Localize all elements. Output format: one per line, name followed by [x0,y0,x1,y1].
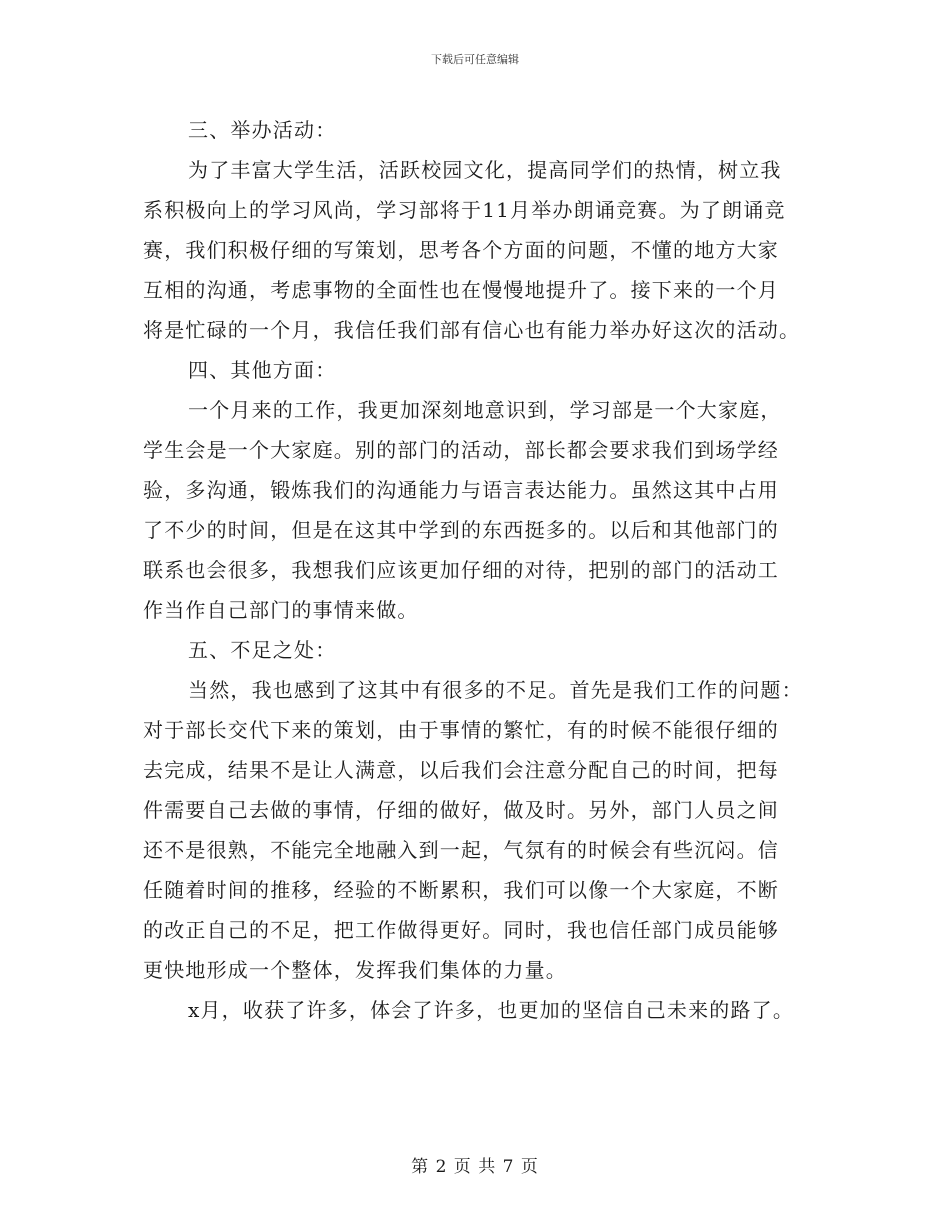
paragraph-start-line: 五、不足之处： [188,638,337,662]
paragraph-line: 还不是很熟，不能完全地融入到一起，气氛有的时候会有些沉闷。信 [143,838,779,862]
paragraph-line: 将是忙碌的一个月，我信任我们部有信心也有能力举办好这次的活动。 [143,318,801,342]
paragraph-line: 作当作自己部门的事情来做。 [143,598,419,622]
document-body [143,110,813,1030]
paragraph-start-line: 当然，我也感到了这其中有很多的不足。首先是我们工作的问题： [188,678,803,702]
paragraph-line: 学生会是一个大家庭。别的部门的活动，部长都会要求我们到场学经 [143,438,779,462]
paragraph-start-line: 三、举办活动： [188,118,337,142]
paragraph-line: 系积极向上的学习风尚，学习部将于11月举办朗诵竞赛。为了朗诵竞 [143,198,786,222]
paragraph-line: 任随着时间的推移，经验的不断累积，我们可以像一个大家庭，不断 [143,878,779,902]
page-number-footer: 第 2 页 共 7 页 [411,1157,539,1177]
paragraph-line: 的改正自己的不足，把工作做得更好。同时，我也信任部门成员能够 [143,918,779,942]
paragraph-line: 验，多沟通，锻炼我们的沟通能力与语言表达能力。虽然这其中占用 [143,478,779,502]
paragraph-line: 件需要自己去做的事情，仔细的做好，做及时。另外，部门人员之间 [143,798,779,822]
paragraph-line: 了不少的时间，但是在这其中学到的东西挺多的。以后和其他部门的 [143,518,779,542]
paragraph-line: 更快地形成一个整体，发挥我们集体的力量。 [143,958,567,982]
paragraph-line: 去完成，结果不是让人满意，以后我们会注意分配自己的时间，把每 [143,758,779,782]
page-header: 下载后可任意编辑 [431,53,519,66]
paragraph-start-line: 一个月来的工作，我更加深刻地意识到，学习部是一个大家庭， [188,398,782,422]
paragraph-start-line: x月，收获了许多，体会了许多，也更加的坚信自己未来的路了。 [188,998,795,1022]
paragraph-start-line: 四、其他方面： [188,358,337,382]
paragraph-line: 对于部长交代下来的策划，由于事情的繁忙，有的时候不能很仔细的 [143,718,779,742]
paragraph-line: 赛，我们积极仔细的写策划，思考各个方面的问题，不懂的地方大家 [143,238,779,262]
paragraph-line: 联系也会很多，我想我们应该更加仔细的对待，把别的部门的活动工 [143,558,779,582]
paragraph-start-line: 为了丰富大学生活，活跃校园文化，提高同学们的热情，树立我 [188,158,782,182]
paragraph-line: 互相的沟通，考虑事物的全面性也在慢慢地提升了。接下来的一个月 [143,278,779,302]
